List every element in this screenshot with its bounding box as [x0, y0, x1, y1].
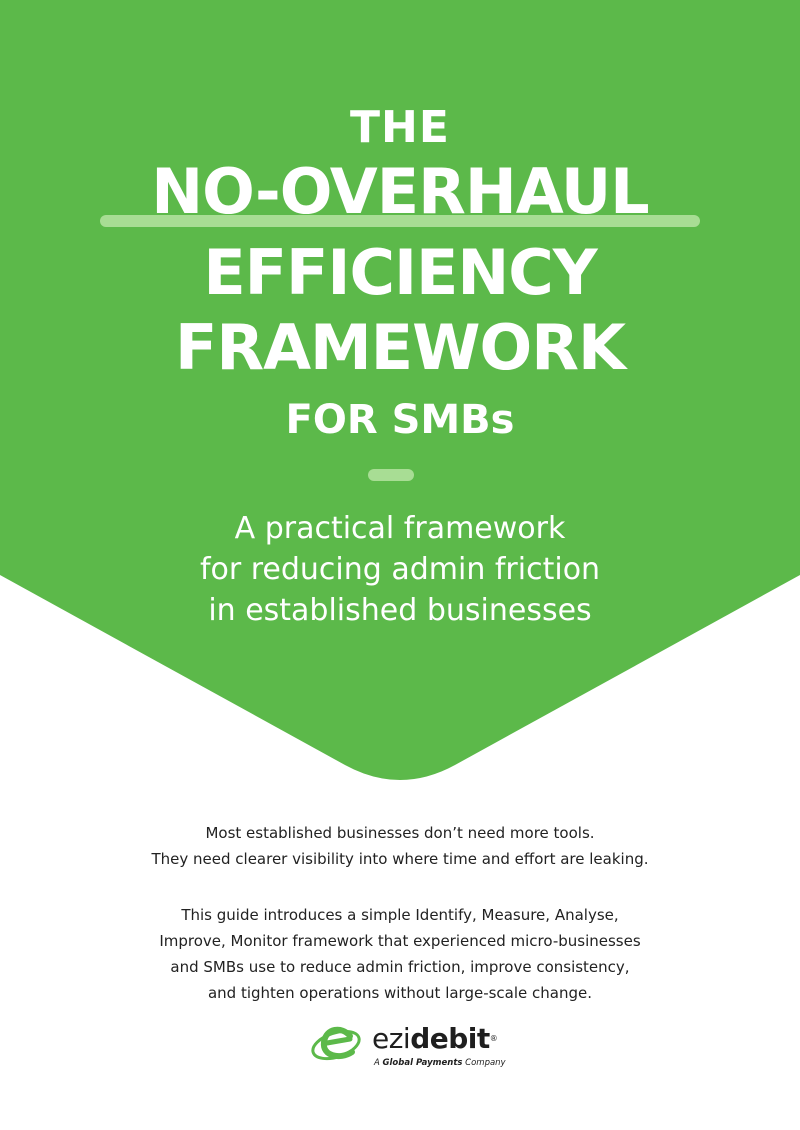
title-line-framework: FRAMEWORK: [174, 311, 625, 384]
title-line-for-smbs: FOR SMBs: [285, 397, 515, 443]
title-line-efficiency: EFFICIENCY: [203, 236, 597, 309]
ezidebit-e-swoosh-icon: [310, 1018, 372, 1068]
subtitle-line: A practical framework: [234, 511, 566, 546]
tagline-prefix: A: [374, 1058, 383, 1068]
intro-line: and tighten operations without large-scale change.: [207, 984, 593, 1002]
tagline-bold: Global Payments: [382, 1058, 463, 1068]
cover-subtitle: [0, 508, 800, 631]
logo-word-light: ezi: [372, 1022, 411, 1055]
logo-tagline: [374, 1058, 506, 1068]
subtitle-line: for reducing admin friction: [199, 552, 601, 587]
subtitle-line: in established businesses: [208, 593, 592, 628]
intro-line: This guide introduces a simple Identify, Measure, Analyse,: [181, 906, 619, 924]
intro-line: Improve, Monitor framework that experienced micro-businesses: [159, 932, 641, 950]
logo-word-bold: debit: [410, 1022, 490, 1055]
intro-text: [0, 810, 800, 1016]
intro-line: and SMBs use to reduce admin friction, improve consistency,: [170, 958, 630, 976]
logo-wordmark: [372, 1022, 497, 1056]
intro-line: They need clearer visibility into where time and effort are leaking.: [151, 850, 649, 868]
title-line-the: THE: [350, 102, 450, 153]
ezidebit-logo: [310, 1018, 506, 1074]
title-divider: [368, 469, 414, 481]
intro-line: Most established businesses don’t need more tools.: [205, 824, 595, 842]
registered-mark: ®: [489, 1034, 498, 1043]
tagline-suffix: Company: [462, 1058, 506, 1068]
title-line-no-overhaul: NO-OVERHAUL: [151, 155, 649, 228]
